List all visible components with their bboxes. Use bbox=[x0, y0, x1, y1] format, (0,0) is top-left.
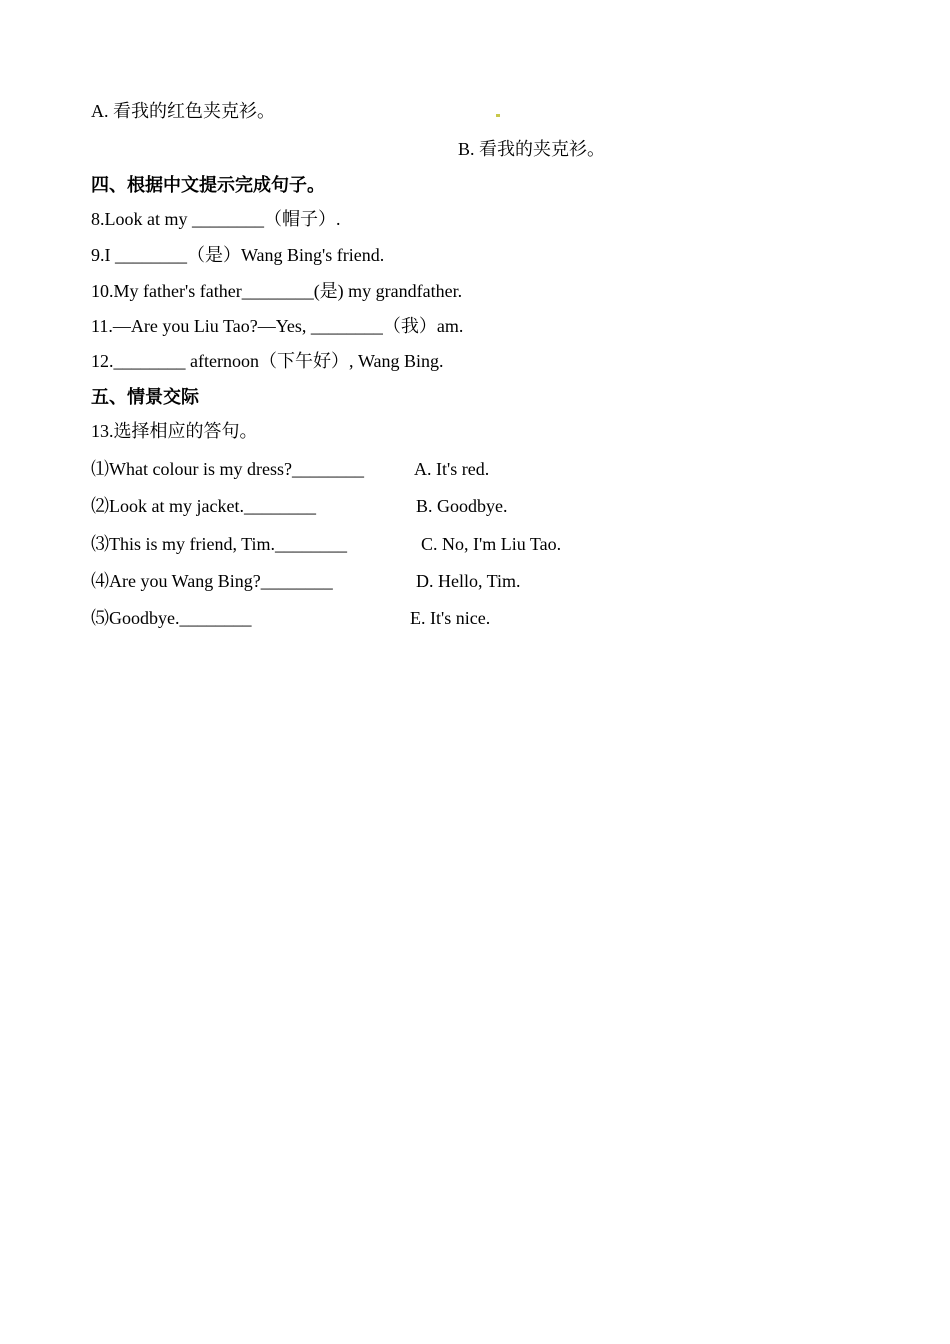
sentence-item: 11.—Are you Liu Tao?—Yes, ________（我）am. bbox=[91, 316, 464, 336]
dialogue-answer: A. It's red. bbox=[414, 459, 490, 479]
sentence-item: 8.Look at my ________（帽子）. bbox=[91, 209, 341, 229]
dialogue-question: ⑵Look at my jacket.________ bbox=[91, 496, 316, 516]
sentence-item: 12.________ afternoon（下午好）, Wang Bing. bbox=[91, 351, 444, 371]
dialogue-answer: C. No, I'm Liu Tao. bbox=[421, 534, 562, 554]
section-5-instruction: 13.选择相应的答句。 bbox=[91, 421, 258, 441]
option-b: B. 看我的夹克衫。 bbox=[458, 139, 606, 159]
scan-speck bbox=[496, 114, 500, 117]
dialogue-answer: D. Hello, Tim. bbox=[416, 571, 521, 591]
dialogue-question: ⑸Goodbye.________ bbox=[91, 608, 252, 628]
dialogue-question: ⑴What colour is my dress?________ bbox=[91, 459, 364, 479]
dialogue-question: ⑶This is my friend, Tim.________ bbox=[91, 534, 348, 554]
sentence-item: 9.I ________（是）Wang Bing's friend. bbox=[91, 245, 385, 265]
section-5-heading: 五、情景交际 bbox=[91, 387, 199, 407]
option-a: A. 看我的红色夹克衫。 bbox=[91, 101, 275, 121]
section-4-heading: 四、根据中文提示完成句子。 bbox=[91, 175, 325, 195]
dialogue-answer: B. Goodbye. bbox=[416, 496, 508, 516]
sentence-item: 10.My father's father________(是) my grandfather. bbox=[91, 281, 463, 301]
dialogue-question: ⑷Are you Wang Bing?________ bbox=[91, 571, 333, 591]
dialogue-answer: E. It's nice. bbox=[410, 608, 491, 628]
